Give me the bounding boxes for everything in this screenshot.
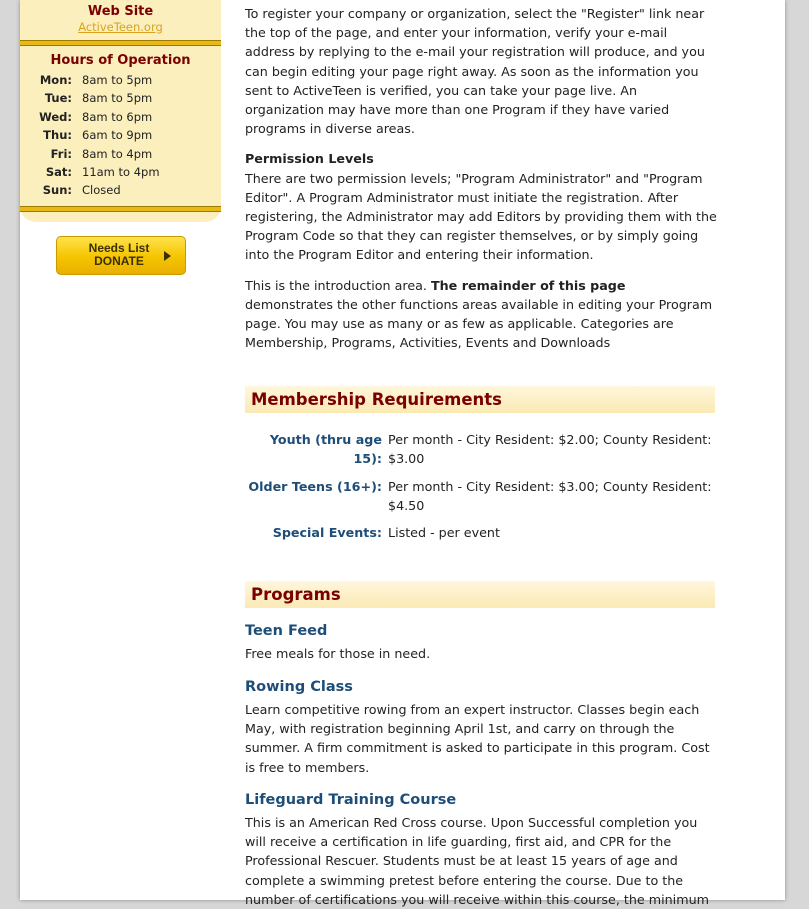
sidebar: [20, 0, 221, 268]
permission-title: Permission Levels: [245, 151, 374, 167]
hours-row-mon: [20, 71, 221, 89]
hours-day: Thu:: [43, 128, 72, 143]
page-container: [20, 0, 785, 907]
hours-time: 8am to 5pm: [82, 73, 153, 87]
intro-suffix: demonstrates the other functions areas available in editing your Program page. You may use as many or as few as applicable. Categories are Membership, Programs, Activities, Events and Downloads: [245, 296, 713, 351]
hours-row-fri: [20, 145, 221, 163]
membership-row-older-teens: [245, 477, 715, 515]
program-description: Learn competitive rowing from an expert instructor. Classes begin each May, with registration beginning April 1st, and carry on through the summer. A firm commitment is asked to participate in this program. Cost is free to members.: [245, 702, 710, 775]
website-link[interactable]: ActiveTeen.org: [78, 20, 163, 34]
program-description: Free meals for those in need.: [245, 646, 431, 661]
program-item: [245, 678, 717, 777]
donate-line2: DONATE: [94, 254, 144, 268]
program-title: Lifeguard Training Course: [245, 792, 457, 808]
permission-text: There are two permission levels; "Program Administrator" and "Program Editor". A Program Administrator must initiate the registration. After registering, the Administrator may add Editors by providing them with the Program Code so that they can register themselves, or by simply going into the Program Editor and entering their information.: [245, 170, 717, 263]
hours-time: 8am to 5pm: [82, 91, 153, 106]
donate-button[interactable]: [56, 236, 186, 275]
hours-day: Fri:: [50, 146, 72, 161]
hours-time: Closed: [82, 183, 121, 198]
membership-label: Older Teens (16+):: [248, 479, 382, 494]
membership-header: Membership Requirements: [245, 386, 715, 413]
membership-value: Listed - per event: [388, 525, 500, 540]
info-box: [20, 0, 221, 222]
divider: [20, 206, 221, 212]
hours-day: Sat:: [45, 165, 72, 180]
hours-row-wed: [20, 108, 221, 126]
hours-time: 11am to 4pm: [82, 165, 160, 180]
hours-day: Mon:: [39, 73, 72, 87]
hours-day: Sun:: [42, 183, 72, 198]
membership-row-special-events: [245, 523, 715, 542]
programs-header: Programs: [245, 581, 715, 608]
donate-line1: Needs List: [88, 241, 150, 255]
hours-row-sun: [20, 181, 221, 199]
hours-title: Hours of Operation: [50, 53, 191, 68]
hours-row-tue: [20, 89, 221, 107]
website-title: Web Site: [87, 4, 154, 19]
program-title: Rowing Class: [245, 679, 353, 695]
program-description: This is an American Red Cross course. Upon Successful completion you will receive a certification in life guarding, first aid, and CPR for the Professional Rescuer. Students must be at least 15 years of age and complete a swimming pretest before entering the course. Due to the number of certifications you will receive within this course, the minimum: [245, 815, 709, 907]
membership-label: Youth (thru age 15):: [269, 432, 382, 467]
intro-text: [245, 276, 717, 353]
hours-time: 8am to 6pm: [82, 109, 153, 124]
intro-register-text: To register your company or organization, select the "Register" link near the top of the page, and enter your information, verify your e-mail address by replying to the e-mail your registration will produce, and you can begin editing your page right away. As soon as the information you sent to ActiveTeen is verified, you can take your page live. An organization may have more than one Program if they have varied programs in diverse areas.: [245, 6, 705, 137]
donate-label: [75, 242, 163, 268]
hours-time: 6am to 9pm: [82, 128, 153, 143]
program-item: [245, 622, 717, 663]
main-content: [245, 0, 717, 352]
hours-day: Tue:: [44, 91, 72, 106]
hours-row-thu: [20, 126, 221, 144]
hours-time: 8am to 4pm: [82, 146, 153, 161]
membership-value: Per month - City Resident: $2.00; County Resident: $3.00: [388, 432, 712, 467]
program-item: [245, 791, 717, 909]
hours-day: Wed:: [39, 109, 72, 124]
program-title: Teen Feed: [245, 623, 328, 639]
divider: [20, 40, 221, 46]
membership-label: Special Events:: [272, 525, 382, 540]
intro-bold: The remainder of this page: [431, 277, 626, 293]
membership-value: Per month - City Resident: $3.00; County Resident: $4.50: [388, 479, 712, 514]
membership-row-youth: [245, 430, 715, 468]
hours-table: [20, 71, 221, 200]
play-arrow-icon: [164, 251, 171, 261]
intro-prefix: This is the introduction area.: [245, 277, 431, 293]
hours-row-sat: [20, 163, 221, 181]
